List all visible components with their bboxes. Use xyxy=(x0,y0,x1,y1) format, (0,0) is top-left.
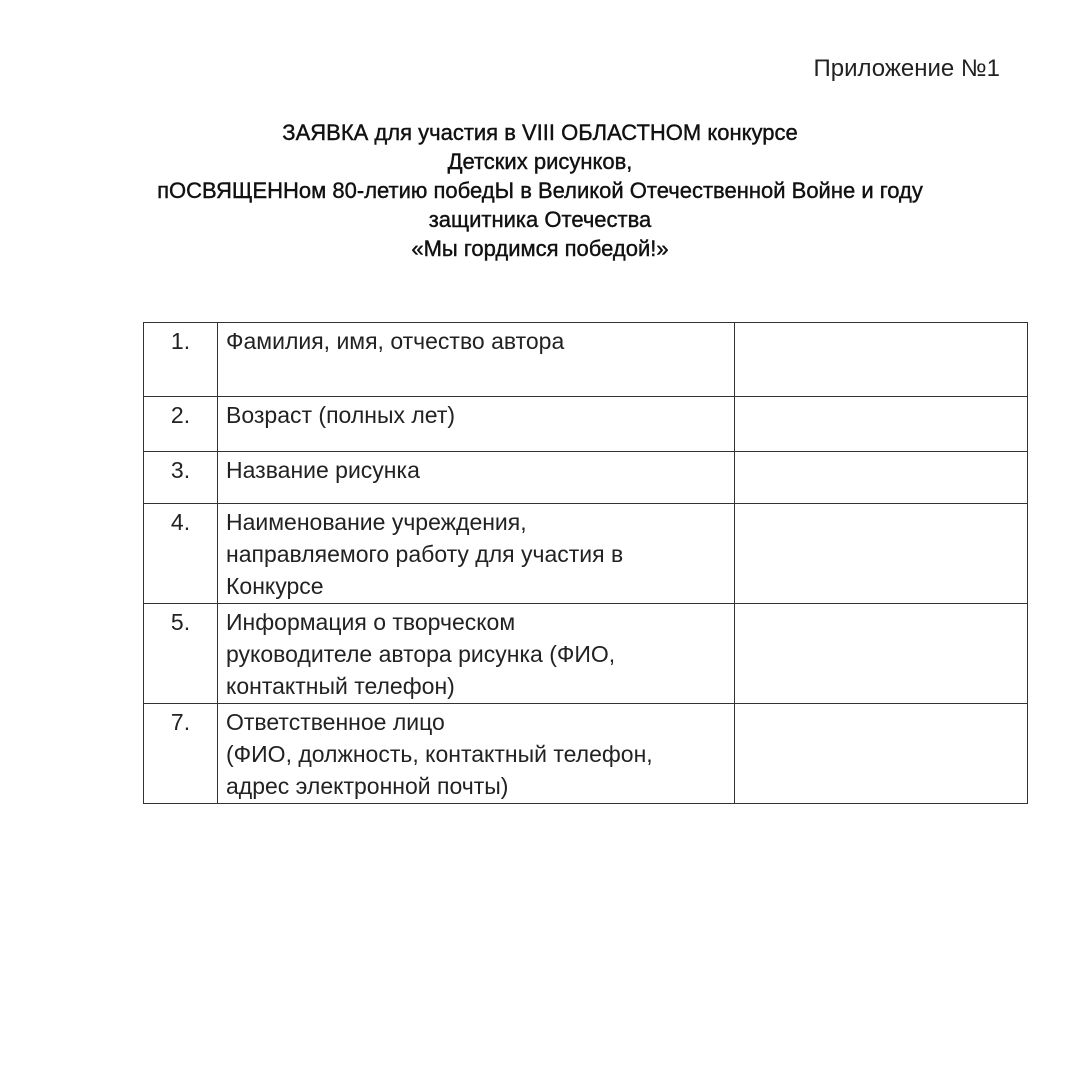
row-label-line: Информация о творческом xyxy=(226,609,516,635)
row-label-line: Название рисунка xyxy=(226,457,420,483)
row-label-line: Ответственное лицо xyxy=(226,709,445,735)
row-label-line: адрес электронной почты) xyxy=(226,773,509,799)
row-label xyxy=(218,504,735,604)
age-field[interactable] xyxy=(735,397,1028,452)
row-label-line: руководителе автора рисунка (ФИО, xyxy=(226,641,616,667)
drawing-title-field[interactable] xyxy=(735,452,1028,504)
row-label-line: (ФИО, должность, контактный телефон, xyxy=(226,741,653,767)
title-line: ЗАЯВКА для участия в VIII ОБЛАСТНОМ конкурсе xyxy=(282,120,798,145)
row-number: 2. xyxy=(144,397,218,452)
appendix-label: Приложение №1 xyxy=(813,55,1000,82)
application-form-table xyxy=(143,322,1028,804)
title-line: защитника Отечества xyxy=(428,207,652,232)
row-label-line: Фамилия, имя, отчество автора xyxy=(226,328,565,354)
title-line: «Мы гордимся победой!» xyxy=(411,236,669,261)
institution-field[interactable] xyxy=(735,504,1028,604)
row-label-line: направляемого работу для участия в xyxy=(226,541,624,567)
row-number: 4. xyxy=(144,504,218,604)
document-title xyxy=(0,118,1080,263)
author-name-field[interactable] xyxy=(735,323,1028,397)
table-row xyxy=(144,604,1028,704)
row-number: 7. xyxy=(144,704,218,804)
row-number: 1. xyxy=(144,323,218,397)
table-row xyxy=(144,452,1028,504)
row-label-line: Наименование учреждения, xyxy=(226,509,527,535)
table-row xyxy=(144,504,1028,604)
table-row xyxy=(144,704,1028,804)
title-line: пОСВЯЩЕННом 80-летию победЫ в Великой Отечественной Войне и году xyxy=(157,178,923,203)
title-line: Детских рисунков, xyxy=(447,149,633,174)
row-label xyxy=(218,452,735,504)
row-label-line: Конкурсе xyxy=(226,573,324,599)
responsible-person-field[interactable] xyxy=(735,704,1028,804)
row-number: 3. xyxy=(144,452,218,504)
table-row xyxy=(144,397,1028,452)
row-label xyxy=(218,323,735,397)
row-label-line: контактный телефон) xyxy=(226,673,455,699)
supervisor-info-field[interactable] xyxy=(735,604,1028,704)
row-label-line: Возраст (полных лет) xyxy=(226,402,456,428)
row-label xyxy=(218,397,735,452)
row-number: 5. xyxy=(144,604,218,704)
row-label xyxy=(218,604,735,704)
table-row xyxy=(144,323,1028,397)
row-label xyxy=(218,704,735,804)
